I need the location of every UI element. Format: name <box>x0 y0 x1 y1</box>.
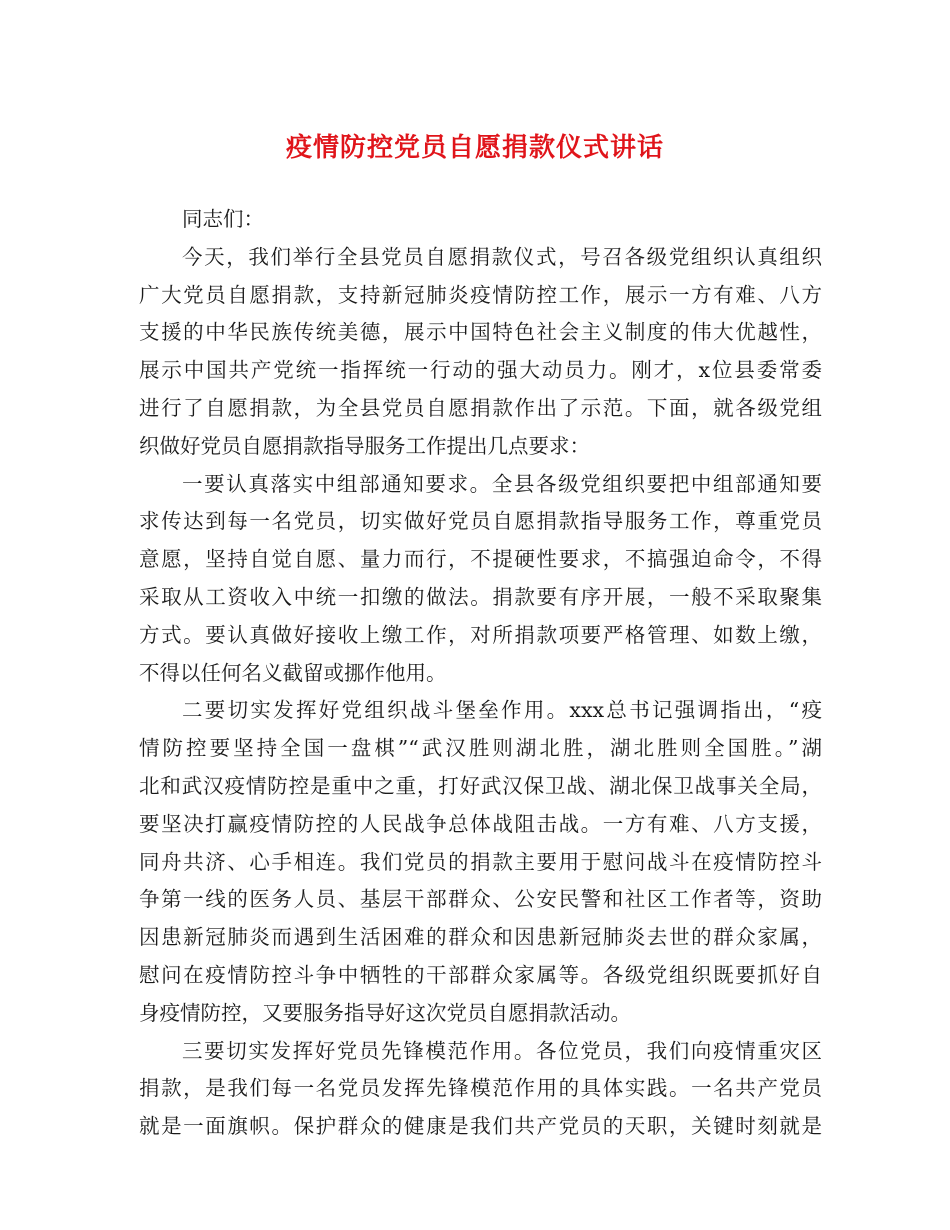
text-line: 慰问在疫情防控斗争中牺牲的干部群众家属等。各级党组织既要抓好自 <box>139 962 822 987</box>
text-line: 身疫情防控，又要服务指导好这次党员自愿捐款活动。 <box>139 1000 631 1025</box>
text-line: 一要认真落实中组部通知要求。全县各级党组织要把中组部通知要 <box>182 471 822 496</box>
text-line: 情防控要坚持全国一盘棋”“武汉胜则湖北胜，湖北胜则全国胜。”湖 <box>139 736 822 761</box>
text-line: 二要切实发挥好党组织战斗堡垒作用。xxx总书记强调指出，“疫 <box>182 698 822 723</box>
text-line: 今天，我们举行全县党员自愿捐款仪式，号召各级党组织认真组织 <box>182 244 822 269</box>
text-line: 就是一面旗帜。保护群众的健康是我们共产党员的天职，关键时刻就是 <box>139 1114 822 1139</box>
document-body <box>139 201 822 1146</box>
document-title: 疫情防控党员自愿捐款仪式讲话 <box>285 133 664 163</box>
text-line: 织做好党员自愿捐款指导服务工作提出几点要求： <box>139 433 590 458</box>
text-line: 广大党员自愿捐款，支持新冠肺炎疫情防控工作，展示一方有难、八方 <box>139 282 822 307</box>
text-line: 捐款，是我们每一名党员发挥先锋模范作用的具体实践。一名共产党员 <box>139 1076 822 1101</box>
text-line: 不得以任何名义截留或挪作他用。 <box>139 660 447 685</box>
text-line: 采取从工资收入中统一扣缴的做法。捐款要有序开展，一般不采取聚集 <box>139 584 822 609</box>
text-line: 要坚决打赢疫情防控的人民战争总体战阻击战。一方有难、八方支援， <box>139 811 822 836</box>
text-line: 方式。要认真做好接收上缴工作，对所捐款项要严格管理、如数上缴， <box>139 622 822 647</box>
text-line: 同舟共济、心手相连。我们党员的捐款主要用于慰问战斗在疫情防控斗 <box>139 849 822 874</box>
text-line: 求传达到每一名党员，切实做好党员自愿捐款指导服务工作，尊重党员 <box>139 509 822 534</box>
text-line: 支援的中华民族传统美德，展示中国特色社会主义制度的伟大优越性， <box>139 320 822 345</box>
text-line: 因患新冠肺炎而遇到生活困难的群众和因患新冠肺炎去世的群众家属， <box>139 925 822 950</box>
text-line: 进行了自愿捐款，为全县党员自愿捐款作出了示范。下面，就各级党组 <box>139 395 822 420</box>
text-line: 争第一线的医务人员、基层干部群众、公安民警和社区工作者等，资助 <box>139 887 822 912</box>
text-line: 北和武汉疫情防控是重中之重，打好武汉保卫战、湖北保卫战事关全局， <box>139 773 822 798</box>
text-line: 同志们： <box>182 207 264 231</box>
text-line: 意愿，坚持自觉自愿、量力而行，不提硬性要求，不搞强迫命令，不得 <box>139 547 822 572</box>
text-line: 三要切实发挥好党员先锋模范作用。各位党员，我们向疫情重灾区 <box>182 1038 822 1063</box>
text-line: 展示中国共产党统一指挥统一行动的强大动员力。刚才，x位县委常委 <box>139 358 822 383</box>
